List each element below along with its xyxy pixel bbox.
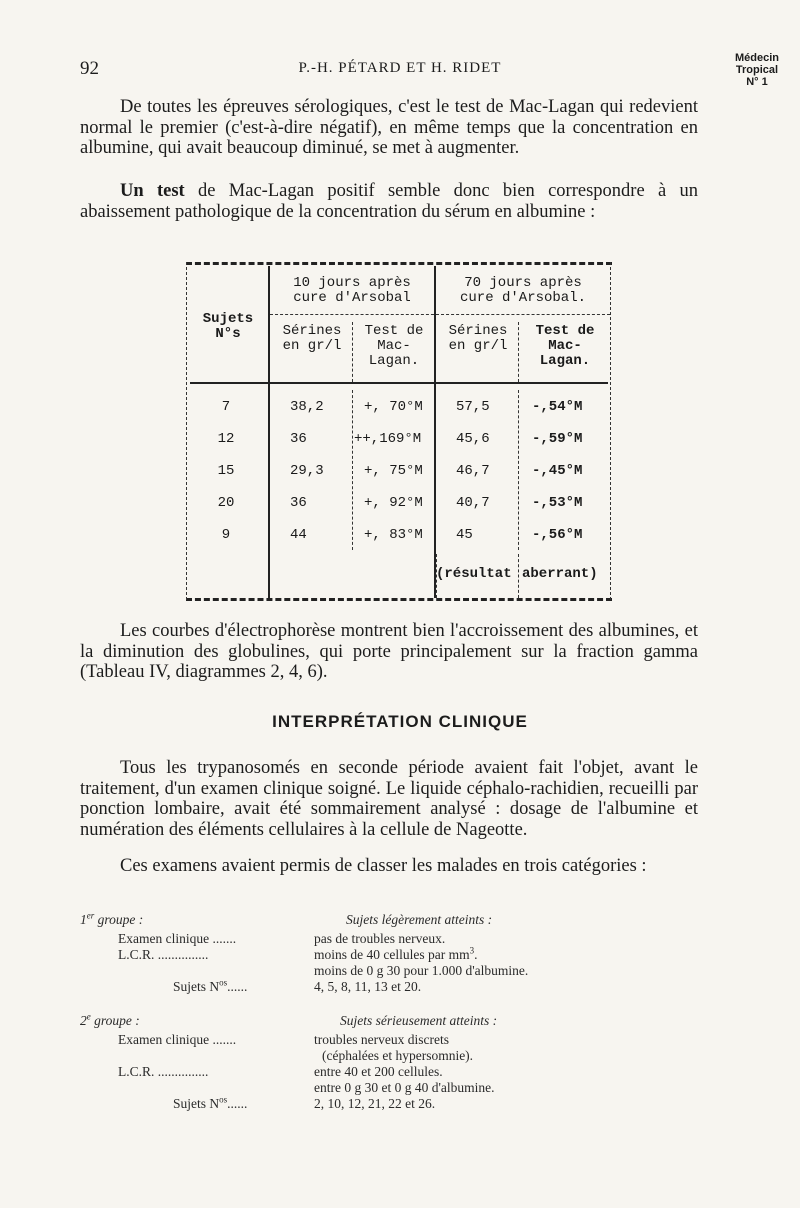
group-2-label: [80, 1013, 140, 1029]
cell-test-10-days: +, 75°M: [364, 463, 423, 479]
header-group-10-days-line-1: 10 jours après: [293, 275, 411, 291]
paragraph-2-text: de Mac-Lagan positif semble donc bien correspondre à un abaissement pathologique de la concentration du sérum en albumine :: [80, 181, 698, 222]
paragraph-4-text: Tous les trypanosomés en seconde période avaient fait l'objet, avant le traitement, d'un examen clinique soigné. Le liquide céphalo-rachidien, recueilli par ponction lombaire, avait été sommairement analysé : dosage de l'albumine et numération des éléments cellulaires à la cellule de Nageotte.: [80, 758, 698, 840]
header-subjects: [188, 312, 268, 342]
header-serines-10-days: [272, 324, 352, 354]
cell-test-10-days: +, 70°M: [364, 399, 423, 415]
cell-subject: 9: [221, 527, 231, 543]
group-2-title: Sujets sérieusement atteints :: [340, 1013, 498, 1028]
group-2-subjects-sup: os: [219, 1094, 228, 1105]
header-serines-10-days-line-1: Sérines: [282, 323, 342, 339]
paragraph-5: [80, 856, 698, 877]
group-2-subjects-value: 2, 10, 12, 21, 22 et 26.: [314, 1096, 436, 1111]
group-2-label-text: groupe :: [90, 1013, 140, 1028]
header-group-10-days: [270, 276, 434, 306]
group-1-exam-label: Examen clinique .......: [118, 931, 237, 946]
header-test-10-days-line-2: Mac-: [377, 338, 411, 354]
paragraph-3-text: Les courbes d'électrophorèse montrent bien l'accroissement des albumines, et la diminution des globulines, qui porte principalement sur la fraction gamma (Tableau IV, diagrammes 2, 4, 6).: [80, 621, 698, 682]
page-number: 92: [80, 58, 99, 79]
group-1-subjects-value: 4, 5, 8, 11, 13 et 20.: [314, 979, 422, 994]
group-1-label-text: groupe :: [94, 912, 144, 927]
cell-test-10-days: +, 83°M: [364, 527, 423, 543]
group-1-subjects-dots: ......: [227, 979, 248, 994]
section-heading: INTERPRÉTATION CLINIQUE: [272, 712, 528, 731]
group-2-lcr-value-1: entre 40 et 200 cellules.: [314, 1064, 443, 1079]
header-subjects-line-2: N°s: [215, 326, 241, 342]
cell-serines-10-days: 29,3: [290, 463, 324, 479]
group-2-exam-value-1: troubles nerveux discrets: [314, 1032, 449, 1047]
group-2-exam-value-2: (céphalées et hypersomnie).: [322, 1048, 474, 1063]
group-1-lcr-cells: moins de 40 cellules par mm: [314, 947, 470, 962]
table-right-border: [610, 262, 611, 600]
cell-serines-10-days: 36: [290, 495, 307, 511]
cell-test-70-days: -,59°M: [532, 431, 583, 447]
table-row: [186, 528, 612, 543]
header-test-70-days-line-2: Mac-: [548, 338, 582, 354]
group-2-subjects-label-text: Sujets N: [173, 1096, 220, 1111]
cell-test-10-days: +, 92°M: [364, 495, 423, 511]
separator-b-header: [518, 322, 519, 382]
header-test-70-days-line-3: Lagan.: [539, 353, 591, 369]
header-serines-70-days-line-2: en gr/l: [448, 338, 508, 354]
group-1-label: [80, 912, 143, 928]
cell-serines-70-days: 57,5: [456, 399, 490, 415]
header-serines-70-days-line-1: Sérines: [448, 323, 508, 339]
cell-serines-70-days: 45: [456, 527, 473, 543]
header-group-10-days-line-2: cure d'Arsobal: [293, 290, 411, 306]
paragraph-1: [80, 97, 698, 159]
header-group-70-days-line-1: 70 jours après: [464, 275, 582, 291]
running-head: P.-H. PÉTARD ET H. RIDET: [298, 60, 502, 76]
group-2-number: 2: [80, 1013, 87, 1028]
cell-serines-70-days: 40,7: [456, 495, 490, 511]
header-group-70-days: [436, 276, 610, 306]
cell-subject: 12: [217, 431, 235, 447]
cell-serines-10-days: 44: [290, 527, 307, 543]
paragraph-1-text: De toutes les épreuves sérologiques, c'est le test de Mac-Lagan qui redevient normal le premier (c'est-à-dire négatif), en même temps que la concentration en albumine, qui avait beaucoup diminué, se met à augmenter.: [80, 97, 698, 158]
group-1-lcr-label: L.C.R. ...............: [118, 947, 209, 962]
cell-subject: 15: [217, 463, 235, 479]
paragraph-2-lead: Un test: [120, 181, 185, 201]
group-1-subjects-sup: os: [219, 977, 228, 988]
table-top-border: [186, 262, 612, 265]
rule-under-header: [190, 382, 608, 384]
header-serines-70-days: [438, 324, 518, 354]
group-1-subjects-label-text: Sujets N: [173, 979, 220, 994]
rule-under-groups: [270, 314, 610, 315]
group-2-exam-label: Examen clinique .......: [118, 1032, 237, 1047]
cell-serines-10-days: 36: [290, 431, 307, 447]
group-1-ordinal: er: [86, 910, 95, 921]
table-row: [186, 400, 612, 415]
cell-serines-10-days: 38,2: [290, 399, 324, 415]
group-2-subjects-label: [173, 1096, 247, 1112]
paragraph-3: [80, 621, 698, 683]
separator-note-b: [518, 554, 519, 598]
cell-subject: 20: [217, 495, 235, 511]
cell-test-70-days: -,45°M: [532, 463, 583, 479]
table-bottom-border: [186, 598, 612, 601]
cell-test-70-days: -,56°M: [532, 527, 583, 543]
journal-tag-line-3: N° 1: [746, 76, 768, 88]
header-test-10-days-line-3: Lagan.: [368, 353, 420, 369]
group-1-lcr-value-2: moins de 0 g 30 pour 1.000 d'albumine.: [314, 963, 529, 978]
separator-a-header: [352, 322, 353, 382]
serology-table: [186, 262, 612, 606]
group-1-number: 1: [80, 912, 87, 927]
table-row: [186, 496, 612, 511]
header-test-10-days: [354, 324, 434, 369]
paragraph-5-text: Ces examens avaient permis de classer les malades en trois catégories :: [120, 856, 647, 876]
header-group-70-days-line-2: cure d'Arsobal.: [459, 290, 587, 306]
paragraph-4: [80, 758, 698, 840]
group-1-lcr-period: .: [474, 947, 478, 962]
group-1-exam-value: pas de troubles nerveux.: [314, 931, 446, 946]
paragraph-2: [80, 181, 698, 222]
group-2-lcr-label: L.C.R. ...............: [118, 1064, 209, 1079]
header-test-10-days-line-1: Test de: [364, 323, 424, 339]
group-1-lcr-exponent: 3: [469, 945, 475, 956]
cell-serines-70-days: 46,7: [456, 463, 490, 479]
group-2-subjects-dots: ......: [227, 1096, 248, 1111]
header-serines-10-days-line-2: en gr/l: [282, 338, 342, 354]
group-1-lcr-value-1: [314, 947, 477, 963]
journal-tag-line-2: Tropical: [735, 64, 779, 76]
journal-tag-line-1: Médecin: [734, 52, 779, 64]
cell-test-70-days: -,53°M: [532, 495, 583, 511]
group-1-subjects-label: [173, 979, 247, 995]
table-row: [186, 432, 612, 447]
table-row: [186, 464, 612, 479]
group-2-ordinal: e: [86, 1011, 91, 1022]
header-test-70-days: [520, 324, 610, 369]
cell-subject: 7: [221, 399, 231, 415]
journal-tag: [722, 52, 792, 88]
header-subjects-line-1: Sujets: [202, 311, 254, 327]
header-test-70-days-line-1: Test de: [535, 323, 595, 339]
group-2-lcr-value-2: entre 0 g 30 et 0 g 40 d'albumine.: [314, 1080, 495, 1095]
table-left-border: [186, 262, 187, 600]
cell-test-70-days: -,54°M: [532, 399, 583, 415]
cell-serines-70-days: 45,6: [456, 431, 490, 447]
group-1-title: Sujets légèrement atteints :: [346, 912, 493, 927]
cell-test-10-days: ++,169°M: [354, 431, 422, 447]
note-resultat: (résultat: [436, 566, 512, 582]
note-aberrant: aberrant): [522, 566, 598, 582]
